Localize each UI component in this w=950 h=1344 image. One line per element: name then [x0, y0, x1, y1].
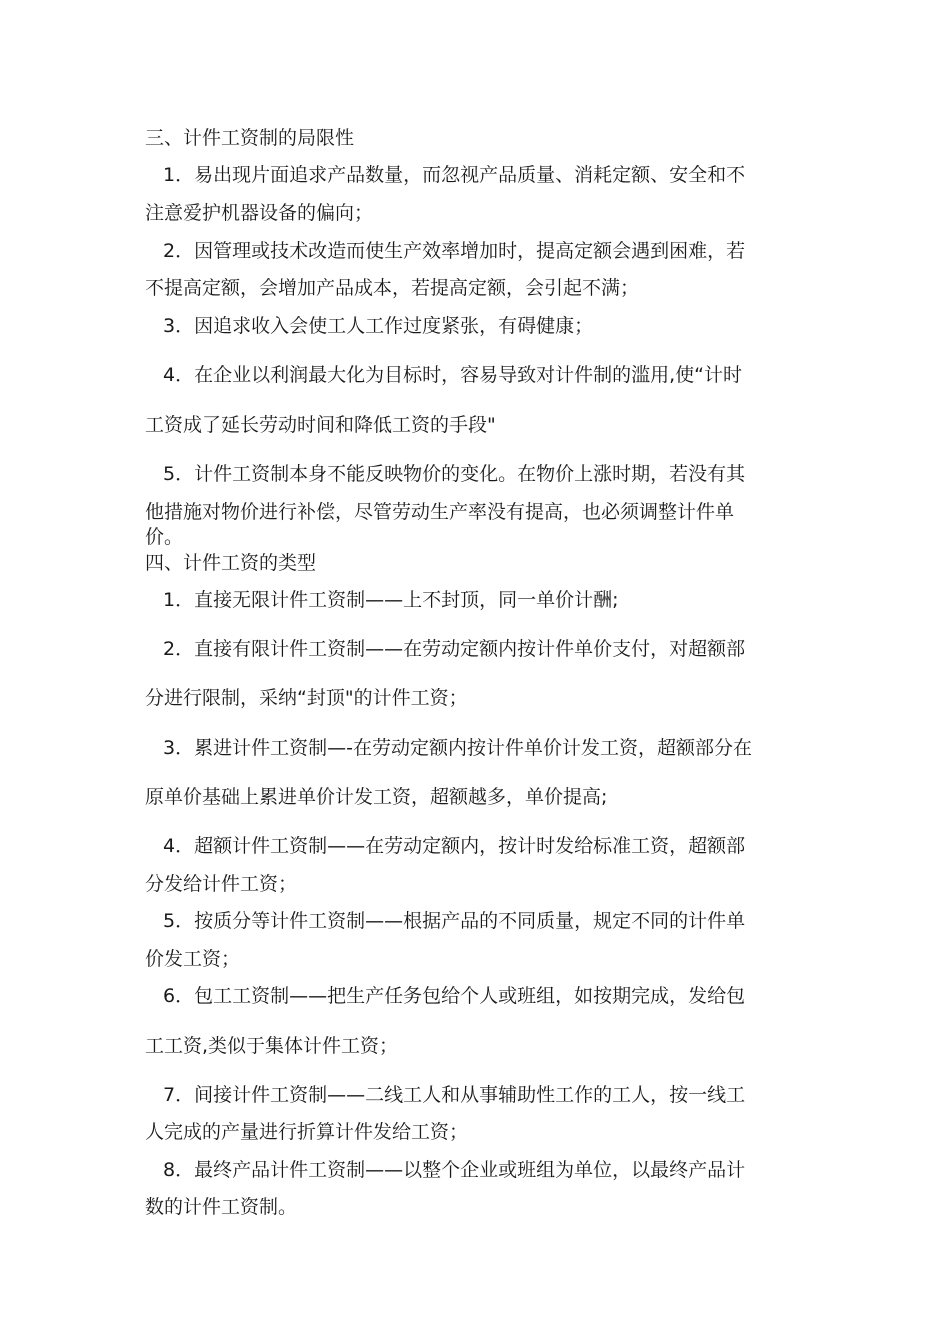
list-item-text: 原单价基础上累进单价计发工资，超额越多，单价提高;	[145, 786, 608, 808]
list-item-text: 2．直接有限计件工资制——在劳动定额内按计件单价支付，对超额部	[163, 638, 746, 660]
list-item-text: 1．直接无限计件工资制——上不封顶，同一单价计酬;	[163, 589, 619, 611]
list-item-text: 他措施对物价进行补偿，尽管劳动生产率没有提高，也必须调整计件单	[145, 501, 735, 523]
list-item-text: 不提高定额，会增加产品成本，若提高定额，会引起不满；	[145, 277, 640, 299]
list-item-text: 4．超额计件工资制——在劳动定额内，按计时发给标准工资，超额部	[163, 835, 746, 857]
list-item-text: 人完成的产量进行折算计件发给工资；	[145, 1121, 469, 1143]
list-item-text: 3．累进计件工资制—-在劳动定额内按计件单价计发工资，超额部分在	[163, 737, 752, 759]
list-item-text: 5．计件工资制本身不能反映物价的变化。在物价上涨时期，若没有其	[163, 463, 746, 485]
list-item-text: 工工资,类似于集体计件工资；	[145, 1035, 399, 1057]
list-item-text: 6．包工工资制——把生产任务包给个人或班组，如按期完成，发给包	[163, 985, 746, 1007]
list-item-text: 价。	[145, 526, 184, 548]
list-item-text: 3．因追求收入会使工人工作过度紧张，有碍健康；	[163, 315, 594, 337]
list-item-text: 工资成了延长劳动时间和降低工资的手段"	[145, 414, 496, 436]
list-item-text: 分进行限制，采纳“封顶"的计件工资；	[145, 687, 468, 709]
list-item-text: 5．按质分等计件工资制——根据产品的不同质量，规定不同的计件单	[163, 910, 746, 932]
list-item-text: 4．在企业以利润最大化为目标时，容易导致对计件制的滥用,使“计时	[163, 364, 742, 386]
list-item-text: 1．易出现片面追求产品数量，而忽视产品质量、消耗定额、安全和不	[163, 164, 746, 186]
list-item-text: 价发工资；	[145, 948, 241, 970]
list-item-text: 2．因管理或技术改造而使生产效率增加时，提高定额会遇到困难，若	[163, 240, 746, 262]
section-3-heading: 三、计件工资制的局限性	[145, 127, 355, 149]
list-item-text: 分发给计件工资；	[145, 873, 298, 895]
list-item-text: 8．最终产品计件工资制——以整个企业或班组为单位，以最终产品计	[163, 1159, 746, 1181]
list-item-text: 7．间接计件工资制——二线工人和从事辅助性工作的工人，按一线工	[163, 1084, 746, 1106]
list-item-text: 数的计件工资制。	[145, 1196, 298, 1218]
list-item-text: 注意爱护机器设备的偏向；	[145, 202, 374, 224]
section-4-heading: 四、计件工资的类型	[145, 552, 317, 574]
